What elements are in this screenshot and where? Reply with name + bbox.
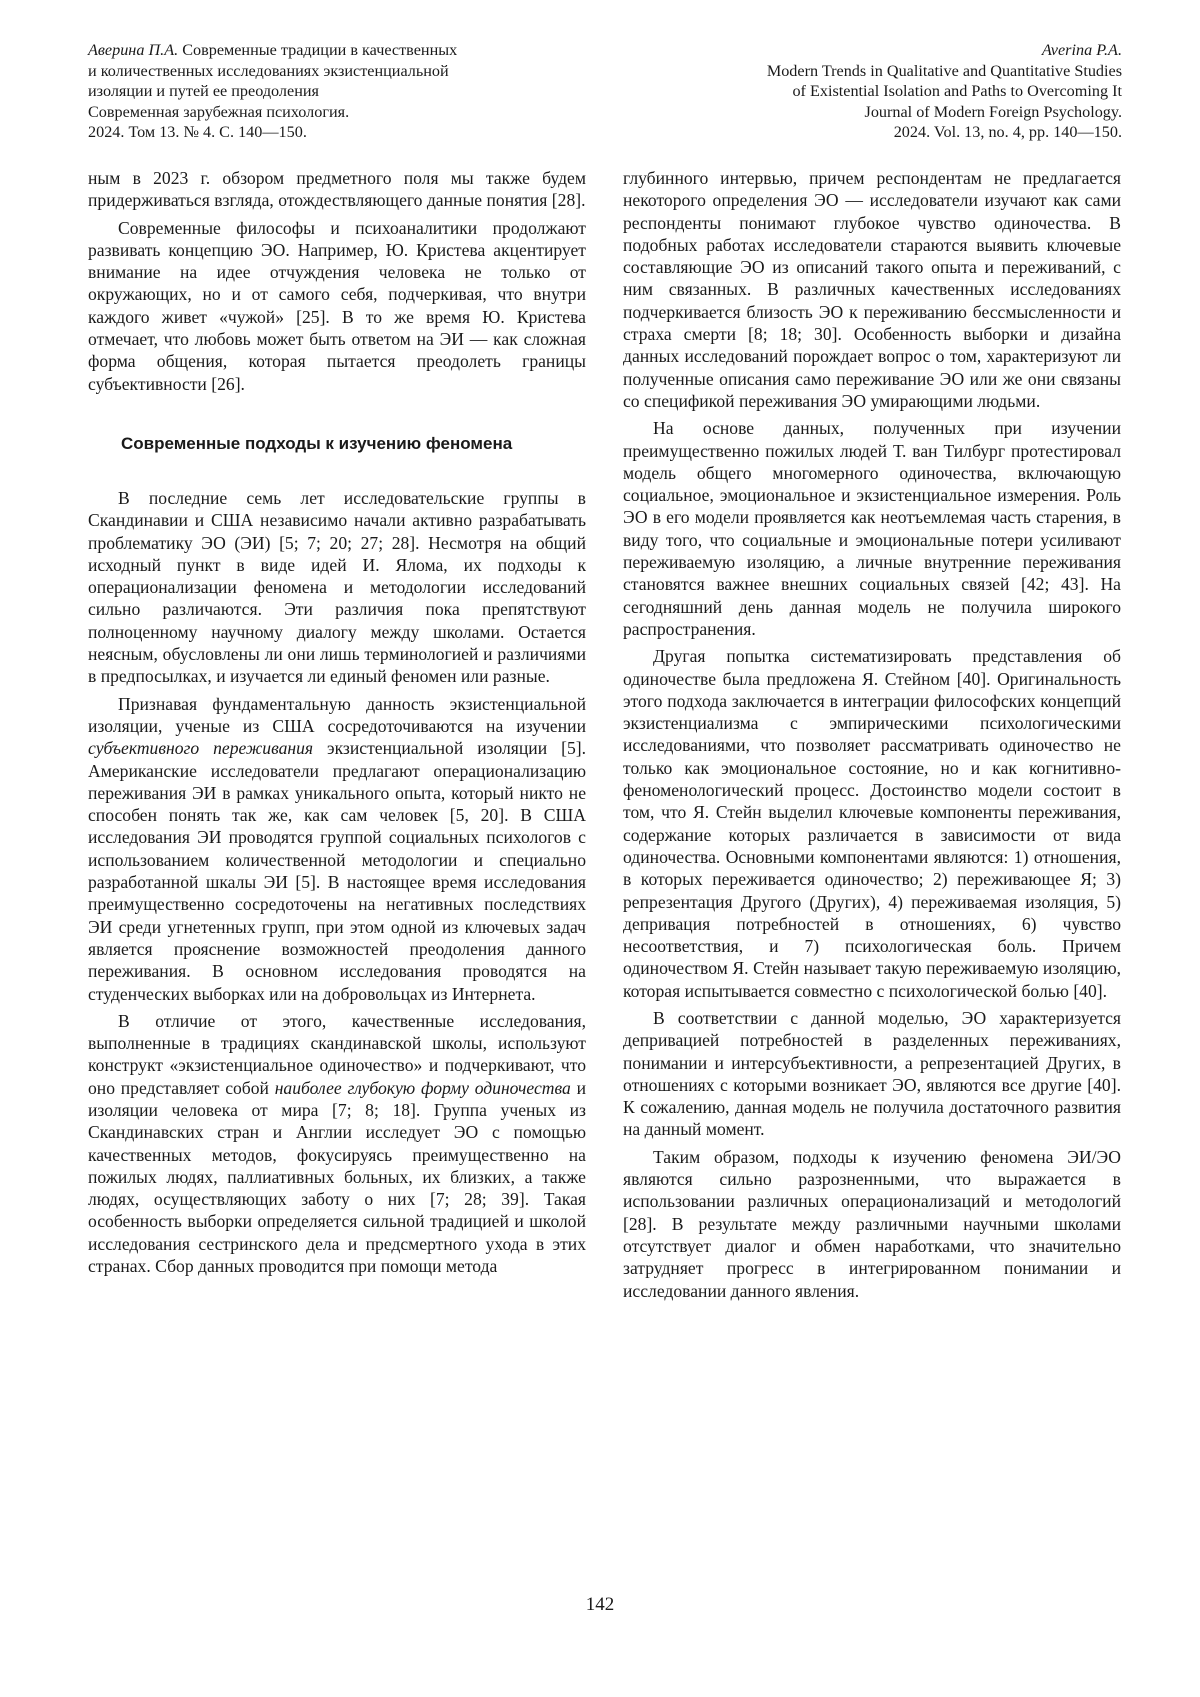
page-number: 142 bbox=[585, 1594, 615, 1615]
header-ru-line1 bbox=[88, 40, 457, 61]
paragraph-text: Признавая фундаментальную данность экзистенциальной изоляции, ученые из США сосредоточиваются на изучении bbox=[88, 693, 586, 736]
emphasis-text: наиболее глубокую форму одиночества bbox=[274, 1077, 571, 1098]
paragraph: На основе данных, полученных при изучении преимущественно пожилых людей Т. ван Тилбург протестировал модель общего многомерного одиночества, включающую социальное, эмоциональное и экзистенциальное измерения. Роль ЭО в его модели проявляется как неотъемлемая часть старения, в виду того, что социальные и эмоциональные потери усиливают переживаемую изоляцию, а личные внутренние переживания становятся важнее внешних социальных связей [42; 43]. На сегодняшний день данная модель не получила широкого распространения. bbox=[623, 418, 1121, 639]
section-heading: Современные подходы к изучению феномена bbox=[121, 433, 513, 453]
header-ru-author: Аверина П.А. bbox=[88, 41, 179, 59]
paragraph: В последние семь лет исследовательские группы в Скандинавии и США независимо начали активно разрабатывать проблематику ЭО (ЭИ) [5; 7; 20; 27; 28]. Несмотря на общий исходный пункт в виде идей И. Ялома, их подходы к операционализации феномена и методологии исследований сильно различаются. Эти различия пока препятствуют полноценному научному диалогу между школами. Остается неясным, обусловлены ли они лишь терминологией и различиями в предпосылках, и изучается ли единый феномен или разные. bbox=[88, 487, 586, 687]
header-ru-journal: Современная зарубежная психология. bbox=[88, 102, 350, 121]
header-en-journal: Journal of Modern Foreign Psychology. bbox=[864, 102, 1122, 121]
paragraph: Таким образом, подходы к изучению феномена ЭИ/ЭО являются сильно разрозненными, что выражается в использовании различных операционализаций и методологий [28]. В результате между различными научными школами отсутствует диалог и обмен наработками, что значительно затрудняет прогресс в интегрированном понимании и исследовании данного явления. bbox=[623, 1146, 1121, 1301]
header-ru-issue: 2024. Том 13. № 4. С. 140—150. bbox=[88, 123, 307, 142]
paragraph-text: и изоляции человека от мира [7; 8; 18]. Группа ученых из Скандинавских стран и Англии исследует ЭО с помощью качественных методов, фокусируясь преимущественно на пожилых людях, паллиативных больных, их близких, а также людях, осуществляющих заботу о них [7; 28; 39]. Такая особенность выборки определяется сильной традицией и школой исследования сестринского дела и предсмертного ухода в этих странах. Сбор данных проводится при помощи метода bbox=[88, 1077, 586, 1277]
paragraph bbox=[88, 1010, 586, 1278]
left-column bbox=[88, 167, 586, 1282]
right-column bbox=[623, 167, 1121, 1307]
paragraph: В соответствии с данной моделью, ЭО характеризуется депривацией потребностей в разделенных переживаниях, понимании и интерсубъективности, а репрезентацией Других, в отношениях с которыми возникает ЭО, являются все другие [40]. К сожалению, данная модель не получила достаточного развития на данный момент. bbox=[623, 1007, 1121, 1140]
header-ru-title-line3: изоляции и путей ее преодоления bbox=[88, 82, 319, 101]
header-en-author: Averina P.A. bbox=[1041, 41, 1122, 59]
header-ru-title-start: Современные традиции в качественных bbox=[178, 41, 458, 59]
paragraph: глубинного интервью, причем респондентам не предлагается некоторого определения ЭО — исследователи изучают как сами респонденты понимают глубокое чувство одиночества. В подобных работах исследователи стараются выявить ключевые составляющие ЭО из описаний такого опыта и переживаний, с ним связанных. В различных качественных исследованиях подчеркивается близость ЭО к переживанию бессмысленности и страха смерти [8; 18; 30]. Особенность выборки и дизайна данных исследований порождает вопрос о том, характеризуют ли полученные описания само переживание ЭО или же они связаны со спецификой переживания ЭО умирающими людьми. bbox=[623, 168, 1121, 411]
header-english-citation bbox=[767, 40, 1122, 143]
header-en-title-line1: Modern Trends in Qualitative and Quantitative Studies bbox=[766, 61, 1122, 80]
paragraph: Современные философы и психоаналитики продолжают развивать концепцию ЭО. Например, Ю. Кристева акцентирует внимание на идее отчуждения человека не только от окружающих, но и от самого себя, подчеркивая, что внутри каждого живет «чужой» [25]. В то же время Ю. Кристева отмечает, что любовь может быть ответом на ЭИ — как сложная форма общения, которая пытается преодолеть границы субъективности [26]. bbox=[88, 217, 586, 394]
paragraph: ным в 2023 г. обзором предметного поля мы также будем придерживаться взгляда, отождествляющего данные понятия [28]. bbox=[88, 168, 586, 211]
header-en-issue: 2024. Vol. 13, no. 4, pp. 140—150. bbox=[893, 123, 1122, 142]
paragraph-text: В отличие от этого, качественные исследования, выполненные в традициях скандинавской школы, используют конструкт «экзистенциальное одиночество» и подчеркивают, что оно представляет собой bbox=[88, 1010, 586, 1098]
paragraph bbox=[88, 693, 586, 1005]
header-en-title-line2: of Existential Isolation and Paths to Overcoming It bbox=[792, 82, 1122, 101]
paragraph: Другая попытка систематизировать представления об одиночестве была предложена Я. Стейном [40]. Оригинальность этого подхода заключается в интеграции философских концепций экзистенциализма с эмпирическими психологическими исследованиями, что позволяет рассматривать одиночество не только как эмоциональное состояние, но и как когнитивно-феноменологический процесс. Достоинство модели состоит в том, что Я. Стейн выделил ключевые компоненты переживания, содержание которых различается в зависимости от вида одиночества. Основными компонентами являются: 1) отношения, в которых переживается одиночество; 2) переживающее Я; 3) репрезентация Другого (Других), 4) переживаемая изоляция, 5) депривация потребностей в отношениях, 6) чувство несоответствия, и 7) психологическая боль. Причем одиночеством Я. Стейн называет такую переживаемую изоляцию, которая испытывается совместно с психологической болью [40]. bbox=[623, 646, 1121, 1001]
header-ru-title-line2: и количественных исследованиях экзистенциальной bbox=[88, 61, 449, 80]
paragraph-text: экзистенциальной изоляции [5]. Американские исследователи предлагают операционализацию переживания ЭИ в рамках уникального опыта, который никто не способен понять так же, как сам человек [5, 20]. В США исследования ЭИ проводятся группой социальных психологов с использованием количественной методологии и специально разработанной шкалы ЭИ [5]. В настоящее время исследования преимущественно сосредоточены на негативных последствиях ЭИ среди угнетенных групп, при этом одной из ключевых задач является прояснение возможностей преодоления данного переживания. В основном исследования проводятся на студенческих выборках или на добровольцах из Интернета. bbox=[88, 738, 587, 1004]
running-header bbox=[88, 40, 1122, 148]
header-russian-citation bbox=[88, 40, 457, 143]
emphasis-text: субъективного переживания bbox=[88, 738, 314, 759]
